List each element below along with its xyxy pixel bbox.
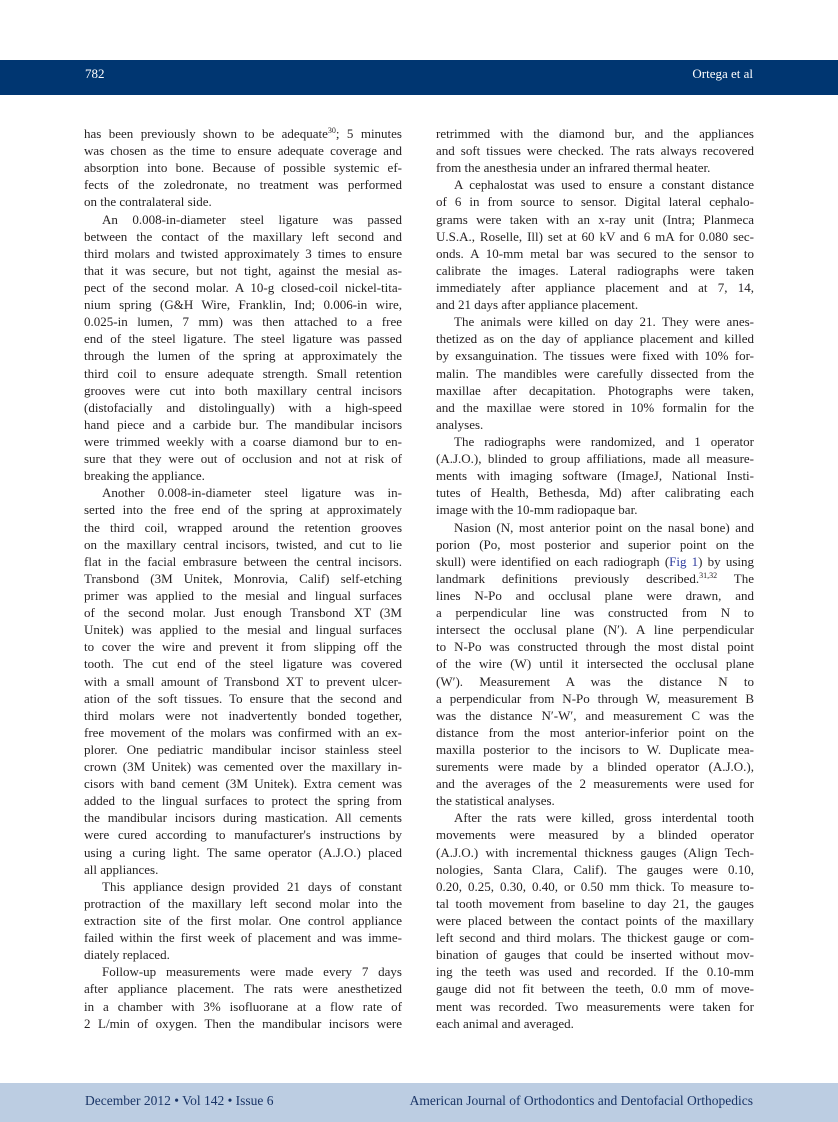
text-line [84,125,402,142]
text-line: ment was recorded. Two measurements were taken for [436,998,754,1014]
text-line: protraction of the maxillary left second molar into the [84,895,402,911]
text-line: image with the 10-mm radiopaque bar. [436,502,638,518]
text-line: to cover the wire and prevent it from slipping off the [84,639,402,655]
text-line: Unitek) was applied to the mesial and lingual surfaces [84,622,402,638]
text-line: 0.025-in lumen, 7 mm) was then attached to a free [84,314,402,330]
text-segment: ) by using [698,553,755,569]
text-line: lines N-Po and occlusal plane were drawn, and [436,587,754,603]
text-line: and the averages of the 2 measurements were used for [436,776,754,792]
text-line: (W′). Measurement A was the distance N to [436,673,754,689]
text-line: maxilla posterior to the incisors to W. Duplicate mea- [436,741,754,757]
text-line: to N-Po was constructed through the most distal point [436,639,754,655]
text-line: ments with imaging software (ImageJ, National Insti- [436,468,754,484]
text-line: The radiographs were randomized, and 1 operator [454,433,754,449]
paragraph [436,176,754,313]
running-footer [0,1083,838,1122]
text-line: bination of gauges that could be inserted without mov- [436,947,754,963]
text-line: and 21 days after appliance placement. [436,297,639,313]
left-text-column [84,125,402,1032]
text-line: 2 L/min of oxygen. Then the mandibular incisors were [84,1015,402,1031]
text-line: (A.J.O.), blinded to group affiliations, made all measure- [436,451,754,467]
text-line: An 0.008-in-diameter steel ligature was passed [102,211,402,227]
text-line: with a small amount of Transbond XT to prevent ulcer- [84,673,402,689]
text-line: the mandibular incisors during mastication. All cements [84,810,402,826]
text-line: grams were taken with an x-ray unit (Intra; Planmeca [436,211,754,227]
text-line: gauge did not fit between the teeth, 0.0 mm of move- [436,981,754,997]
text-line: 0.20, 0.25, 0.30, 0.40, or 0.50 mm thick. To measure to- [436,878,754,894]
text-line: movements were measured by a blinded operator [436,827,754,843]
text-line: end of the steel ligature. The steel ligature was passed [84,331,402,347]
text-line: flat in the facial embrasure between the central incisors. [84,553,402,569]
text-line: and soft tissues were checked. The rats always recovered [436,143,754,159]
text-line: breaking the appliance. [84,468,205,484]
text-line: U.S.A., Roselle, Ill) set at 60 kV and 6 mA for 0.080 sec- [436,228,754,244]
text-line: intersect the occlusal plane (N′). A line perpendicular [436,622,754,638]
text-line: free movement of the molars was confirmed with an ex- [84,724,402,740]
text-segment: ; 5 minutes [335,126,402,141]
paragraph [84,963,402,1031]
text-segment: landmark definitions previously described. [436,570,700,586]
paragraph [436,313,754,433]
text-line: after appliance placement. The rats were anesthetized [84,981,402,997]
text-line: tooth. The cut end of the steel ligature was covered [84,656,402,672]
text-line: diately replaced. [84,947,170,963]
text-line: hand piece and a carbide bur. The mandibular incisors [84,416,402,432]
text-line: and the maxillae were stored in 10% formalin for the [436,399,754,415]
text-line: ing the teeth was used and recorded. If the 0.10-mm [436,964,754,980]
figure-link[interactable]: Fig 1 [669,553,699,569]
text-line: immediately after appliance placement and at 7, 14, [436,279,754,295]
text-line: third molars and twisted approximately 3 times to ensure [84,245,402,261]
running-header [0,60,838,95]
text-line: This appliance design provided 21 days of constant [102,878,402,894]
text-line [436,570,754,587]
text-line: After the rats were killed, gross interdental tooth [454,810,754,826]
text-line: nologies, Santa Clara, Calif). The gauges were 0.10, [436,861,754,877]
text-line: failed within the first week of placement and was imme- [84,930,402,946]
text-line: pect of the second molar. A 10-g closed-coil nickel-tita- [84,279,402,295]
text-line: maxillae after decapitation. Photographs were taken, [436,382,754,398]
text-line: retrimmed with the diamond bur, and the appliances [436,126,754,141]
text-line: between the contact of the maxillary left second and [84,228,402,244]
text-line: Another 0.008-in-diameter steel ligature was in- [102,485,402,501]
text-line: thetized as on the day of appliance placement and killed [436,331,754,347]
text-line: ation of the soft tissues. To ensure that the second and [84,690,402,706]
citation-superscript[interactable]: 30 [327,126,336,135]
text-line: by exsanguination. The tissues were fixed with 10% for- [436,348,754,364]
text-line: Transbond (3M Unitek, Monrovia, Calif) self-etching [84,570,402,586]
paragraph [84,211,402,485]
text-line: the third coil, wrapped around the retention grooves [84,519,402,535]
text-line: using a curing light. The same operator (A.J.O.) placed [84,844,402,860]
text-line: porion (Po, most posterior and superior point on the [436,536,754,552]
journal-title: American Journal of Orthodontics and Dentofacial Orthopedics [409,1093,753,1108]
text-line: was chosen as the time to ensure adequate coverage and [84,143,402,159]
right-text-column [436,125,754,1032]
text-line: tutes of Health, Bethesda, Md) after calibrating each [436,485,754,501]
text-line: were cured according to manufacturer's instructions by [84,827,402,843]
text-line: malin. The mandibles were carefully dissected from the [436,365,754,381]
text-segment: skull) were identified on each radiograph ( [436,553,670,569]
text-segment: has been previously shown to be adequate [84,126,328,141]
page-number: 782 [85,66,105,81]
paragraph [84,878,402,964]
text-line: nium spring (G&H Wire, Franklin, Ind; 0.006-in wire, [84,297,402,313]
text-line: sure that they were out of occlusion and not at risk of [84,451,402,467]
running-head-authors: Ortega et al [692,66,753,81]
text-line: left second and third molars. The thickest gauge or com- [436,930,754,946]
text-line: the statistical analyses. [436,793,555,809]
text-line: surements were made by a blinded operator (A.J.O.), [436,759,754,775]
text-line: analyses. [436,416,484,432]
text-line: The animals were killed on day 21. They were anes- [454,314,754,330]
text-line: of the second molar. Just enough Transbond XT (3M [84,605,402,621]
text-line: on the contralateral side. [84,194,212,210]
text-line: calibrate the images. Lateral radiographs were taken [436,262,754,278]
text-line: grooves were cut into both maxillary central incisors [84,382,402,398]
text-line: A cephalostat was used to ensure a constant distance [454,177,754,193]
text-line: third coil to ensure adequate strength. Small retention [84,365,402,381]
text-line: each animal and averaged. [436,1015,574,1031]
text-line: added to the lingual surfaces to protect the spring from [84,793,402,809]
text-line: Nasion (N, most anterior point on the nasal bone) and [454,519,754,535]
text-line: a perpendicular line was constructed from N to [436,605,754,621]
journal-issue-info: December 2012 • Vol 142 • Issue 6 [85,1093,274,1108]
text-line: third molars were not inadvertently bonded together, [84,707,402,723]
text-line: serted into the free end of the spring at approximately [84,502,402,518]
text-line: fects of the zoledronate, no treatment was performed [84,177,402,193]
text-line: onds. A 10-mm metal bar was secured to the sensor to [436,245,754,261]
text-line: from the anesthesia under an infrared thermal heater. [436,160,711,176]
text-line: a perpendicular from N-Po through W, measurement B [436,690,754,706]
text-line: (distofacially and distolingually) with a high-speed [84,399,402,415]
text-line: were trimmed weekly with a coarse diamond bur to en- [84,433,402,449]
paragraph [436,809,754,1031]
paragraph [436,519,754,810]
text-line: through the lumen of the spring at approximately the [84,348,402,364]
text-line: plorer. One pediatric mandibular incisor stainless steel [84,741,402,757]
text-line: absorption into bone. Because of possible systemic ef- [84,160,402,176]
paragraph [84,484,402,878]
text-line: that it was secure, but not tight, against the mesial as- [84,262,402,278]
text-line: of the wire (W) until it intersected the occlusal plane [436,656,754,672]
paragraph [436,433,754,519]
text-line: of 6 in from source to sensor. Digital lateral cephalo- [436,194,754,210]
text-segment: The [717,570,754,586]
paragraph [436,125,754,176]
text-line: crown (3M Unitek) was cemented over the maxillary in- [84,759,402,775]
text-line: cisors with band cement (3M Unitek). Extra cement was [84,776,402,792]
text-line: all appliances. [84,861,159,877]
text-line: primer was applied to the mesial and lingual surfaces [84,587,402,603]
text-line: in a chamber with 3% isofluorane at a flow rate of [84,998,402,1014]
text-line: were placed between the contact points of the maxillary [436,913,754,929]
text-line: on the maxillary central incisors, twisted, and cut to lie [84,536,402,552]
citation-superscript[interactable]: 31,32 [699,570,718,580]
text-line: distance from the most anterior-inferior point on the [436,724,754,740]
text-line: extraction site of the first molar. One control appliance [84,913,402,929]
text-line [436,553,754,570]
text-line: was the distance N′-W′, and measurement C was the [436,707,754,723]
text-line: Follow-up measurements were made every 7 days [102,964,402,980]
paragraph [84,125,402,211]
text-line: (A.J.O.) with incremental thickness gauges (Align Tech- [436,844,754,860]
text-line: tal tooth movement from baseline to day 21, the gauges [436,895,754,911]
